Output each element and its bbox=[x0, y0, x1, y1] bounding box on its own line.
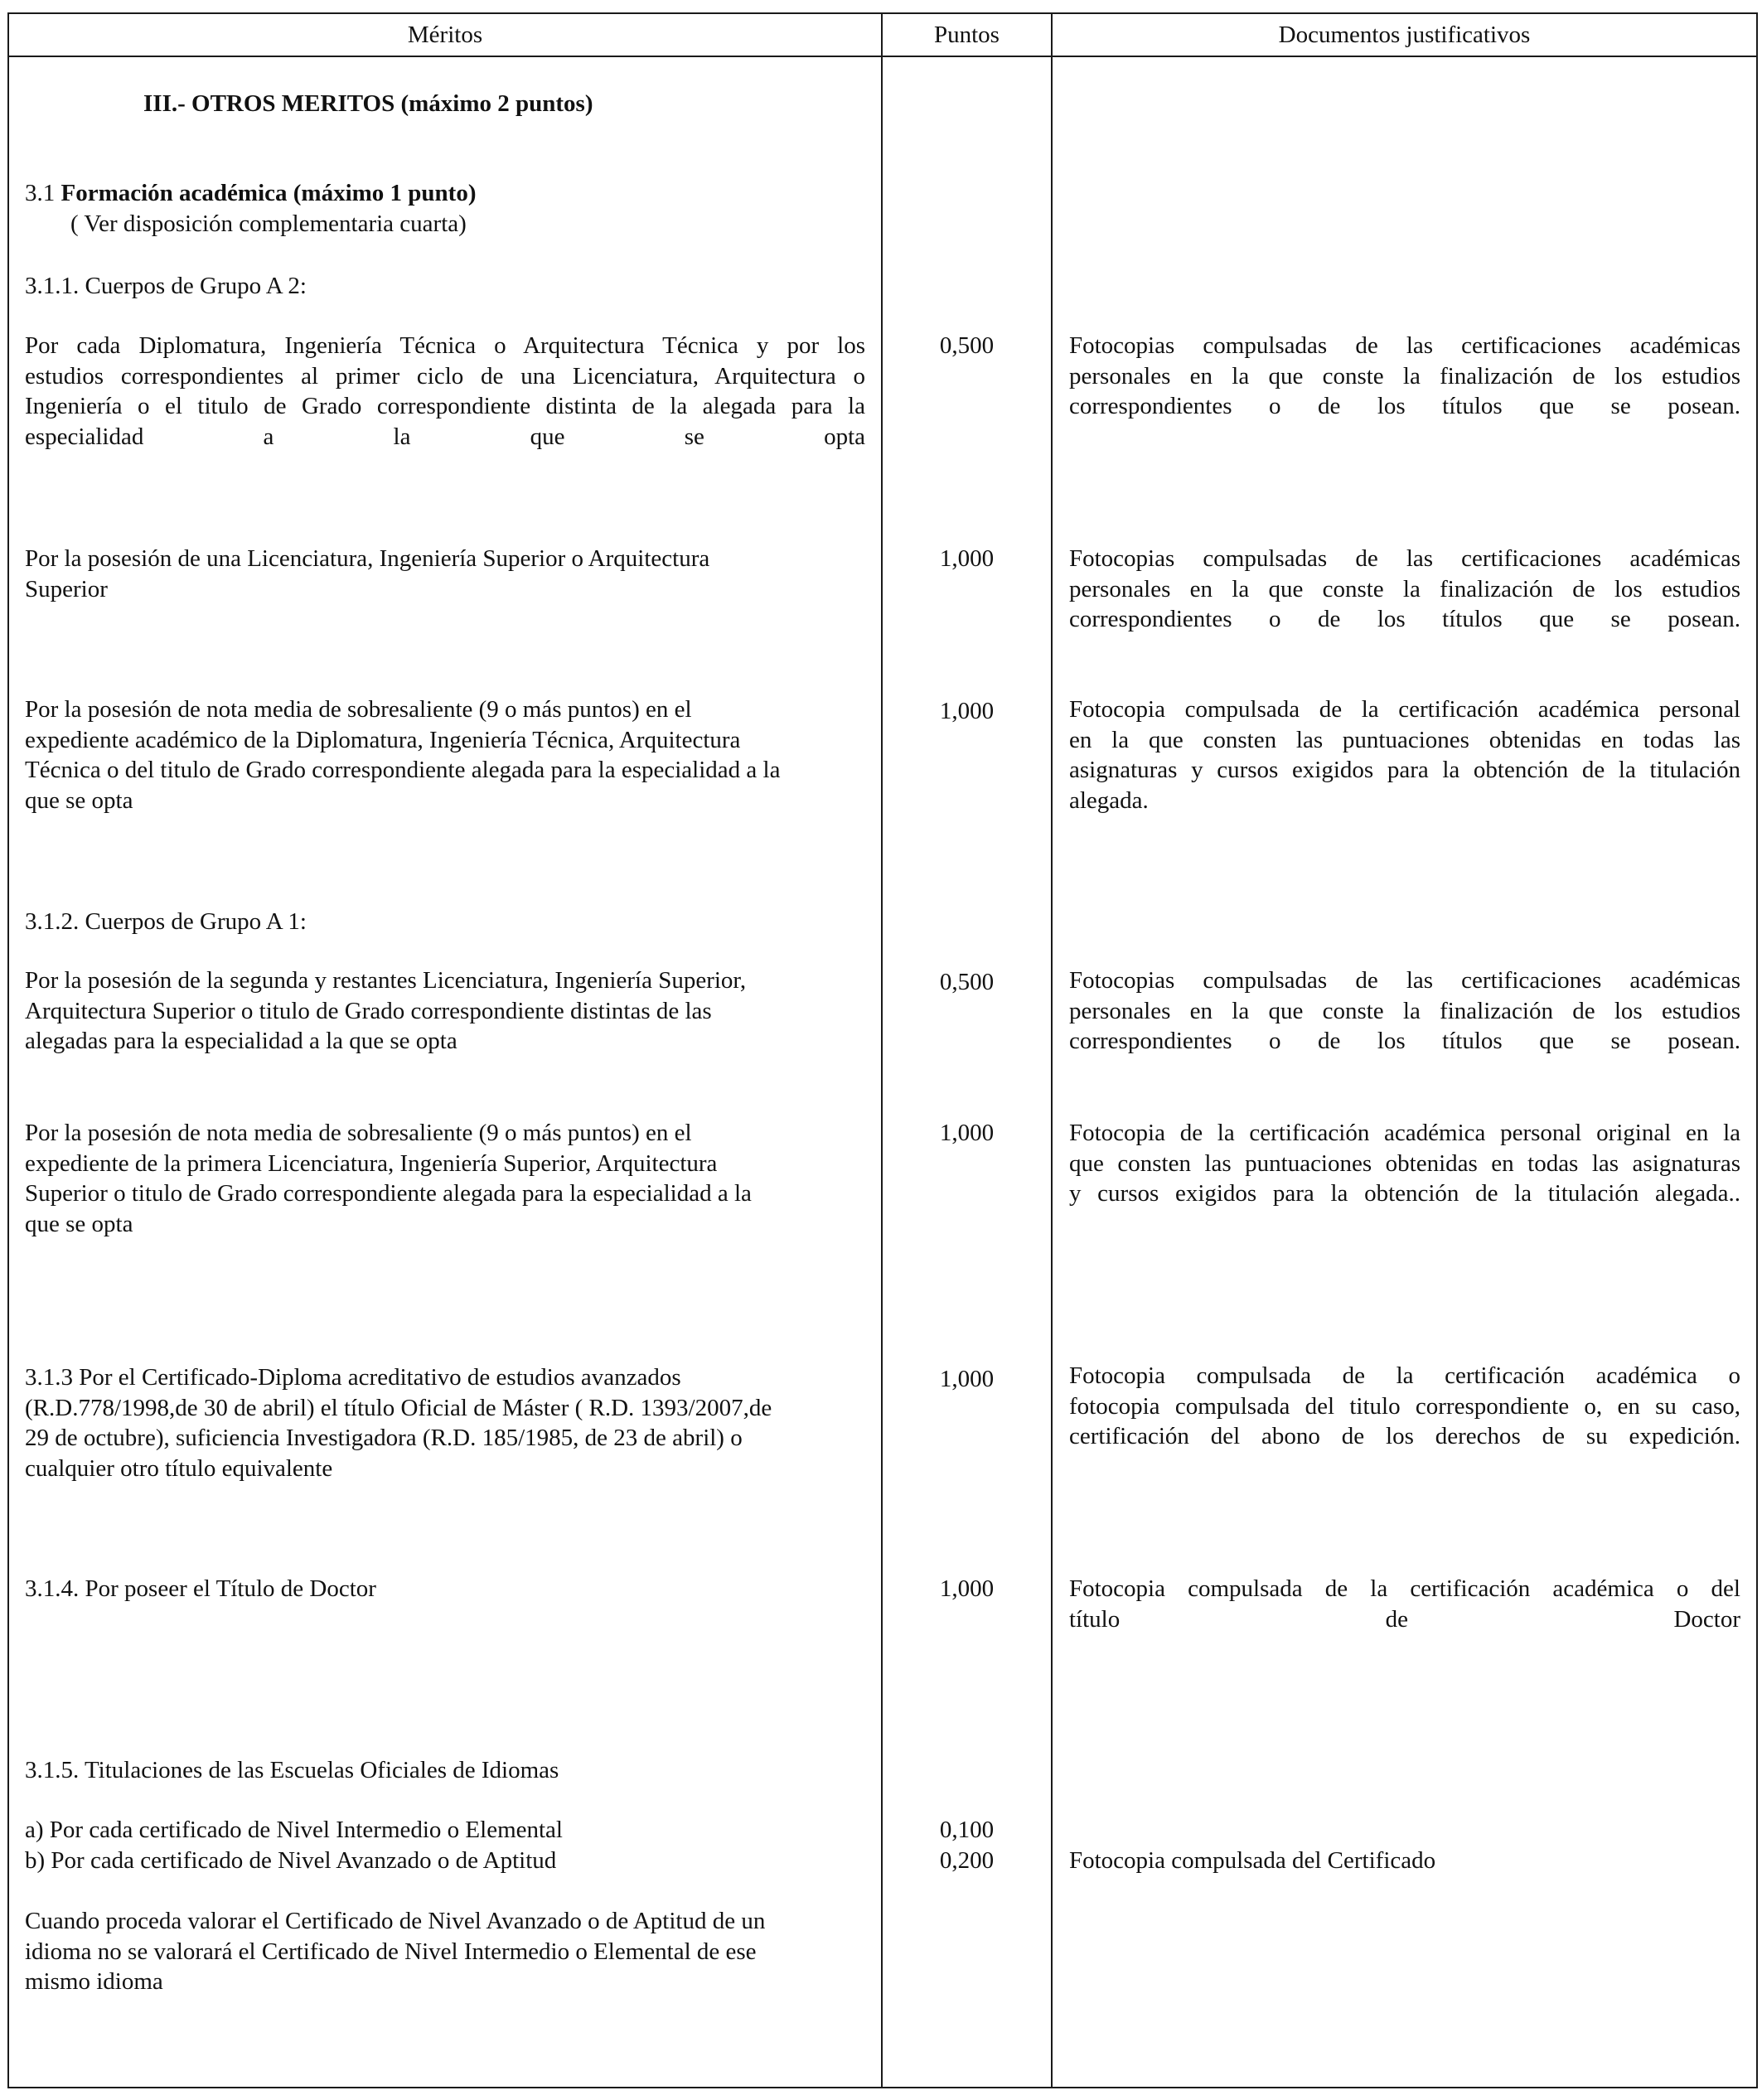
merit-points: 1,000 bbox=[939, 1120, 995, 1146]
section-title: III.- OTROS MERITOS (máximo 2 puntos) bbox=[143, 90, 593, 117]
merit-document: Fotocopias compulsadas de las certificaciones académicas personales en la que conste la finalización de los estudios correspondientes o de los títulos que se posean. bbox=[1069, 967, 1740, 1054]
merit-text: Por cada Diplomatura, Ingeniería Técnica o Arquitectura Técnica y por los estudios correspondientes al primer ciclo de una Licenciatura, Arquitectura o Ingeniería o el titulo de Grado correspondiente distinta de la alegada para la especialidad a la que se opta bbox=[25, 332, 865, 450]
merit-document: Fotocopia de la certificación académica personal original en la que consten las puntuaciones obtenidas en todas las asignaturas y cursos exigidos para la obtención de la titulación alegada.. bbox=[1069, 1120, 1740, 1207]
merit-document: Fotocopias compulsadas de las certificaciones académicas personales en la que conste la finalización de los estudios correspondientes o de los títulos que se posean. bbox=[1069, 545, 1740, 632]
merit-text: a) Por cada certificado de Nivel Intermedio o Elemental b) Por cada certificado de Nivel Avanzado o de Aptitud bbox=[25, 1817, 563, 1874]
merit-points: 0,500 bbox=[939, 969, 995, 995]
grupo-a2-heading: 3.1.1. Cuerpos de Grupo A 2: bbox=[25, 273, 307, 299]
merit-text: Por la posesión de una Licenciatura, Ingeniería Superior o Arquitectura Superior bbox=[25, 545, 710, 602]
merit-points: 1,000 bbox=[939, 1366, 995, 1392]
header-documentos: Documentos justificativos bbox=[1278, 22, 1531, 48]
merit-document: Fotocopia compulsada de la certificación académica o fotocopia compulsada del titulo correspondiente o, en su caso, certificación del abono de los derechos de su expedición. bbox=[1069, 1362, 1740, 1449]
idiomas-note: Cuando proceda valorar el Certificado de Nivel Avanzado o de Aptitud de un idioma no se valorará el Certificado de Nivel Intermedio o Elemental de ese mismo idioma bbox=[25, 1908, 766, 1995]
column-divider bbox=[1051, 12, 1053, 2088]
column-divider bbox=[881, 12, 883, 2088]
merit-text-doctor: 3.1.4. Por poseer el Título de Doctor bbox=[25, 1575, 376, 1602]
merit-document: Fotocopia compulsada del Certificado bbox=[1069, 1847, 1436, 1874]
merit-points: 0,500 bbox=[939, 332, 995, 359]
header-divider bbox=[7, 56, 1758, 57]
merit-text-master: 3.1.3 Por el Certificado-Diploma acreditativo de estudios avanzados (R.D.778/1998,de 30 de abril) el título Oficial de Máster ( R.D. 1393/2007,de 29 de octubre), suficiencia Investigadora (R.D. 185/1985, de 23 de abril) o cualquier otro título equivalente bbox=[25, 1364, 772, 1482]
merit-points: 0,100 0,200 bbox=[939, 1817, 995, 1874]
idiomas-heading: 3.1.5. Titulaciones de las Escuelas Oficiales de Idiomas bbox=[25, 1757, 559, 1783]
merit-points: 1,000 bbox=[939, 545, 995, 572]
merit-document: Fotocopia compulsada de la certificación académica personal en la que consten las puntuaciones obtenidas en todas las asignaturas y cursos exigidos para la obtención de la titulación alegada. bbox=[1069, 696, 1740, 814]
merit-points: 1,000 bbox=[939, 1575, 995, 1602]
merit-text: Por la posesión de nota media de sobresaliente (9 o más puntos) en el expediente académico de la Diplomatura, Ingeniería Técnica, Arquitectura Técnica o del titulo de Grado correspondiente alegada para la especialidad a la que se opta bbox=[25, 696, 781, 814]
grupo-a1-heading: 3.1.2. Cuerpos de Grupo A 1: bbox=[25, 908, 307, 935]
header-meritos: Méritos bbox=[407, 22, 483, 48]
merit-points: 1,000 bbox=[939, 698, 995, 724]
header-puntos: Puntos bbox=[934, 22, 1000, 48]
merit-text: Por la posesión de nota media de sobresaliente (9 o más puntos) en el expediente de la primera Licenciatura, Ingeniería Superior, Arquitectura Superior o titulo de Grado correspondiente alegada para la especialidad a la que se opta bbox=[25, 1120, 752, 1237]
subsection-note: ( Ver disposición complementaria cuarta) bbox=[70, 210, 467, 237]
merit-document: Fotocopia compulsada de la certificación académica o del título de Doctor bbox=[1069, 1575, 1740, 1633]
merit-text: Por la posesión de la segunda y restantes Licenciatura, Ingeniería Superior, Arquitectura Superior o titulo de Grado correspondiente distintas de las alegadas para la especialidad a la que se opta bbox=[25, 967, 747, 1054]
subsection-title: 3.1 Formación académica (máximo 1 punto) bbox=[25, 180, 477, 206]
merit-document: Fotocopias compulsadas de las certificaciones académicas personales en la que conste la finalización de los estudios correspondientes o de los títulos que se posean. bbox=[1069, 332, 1740, 419]
